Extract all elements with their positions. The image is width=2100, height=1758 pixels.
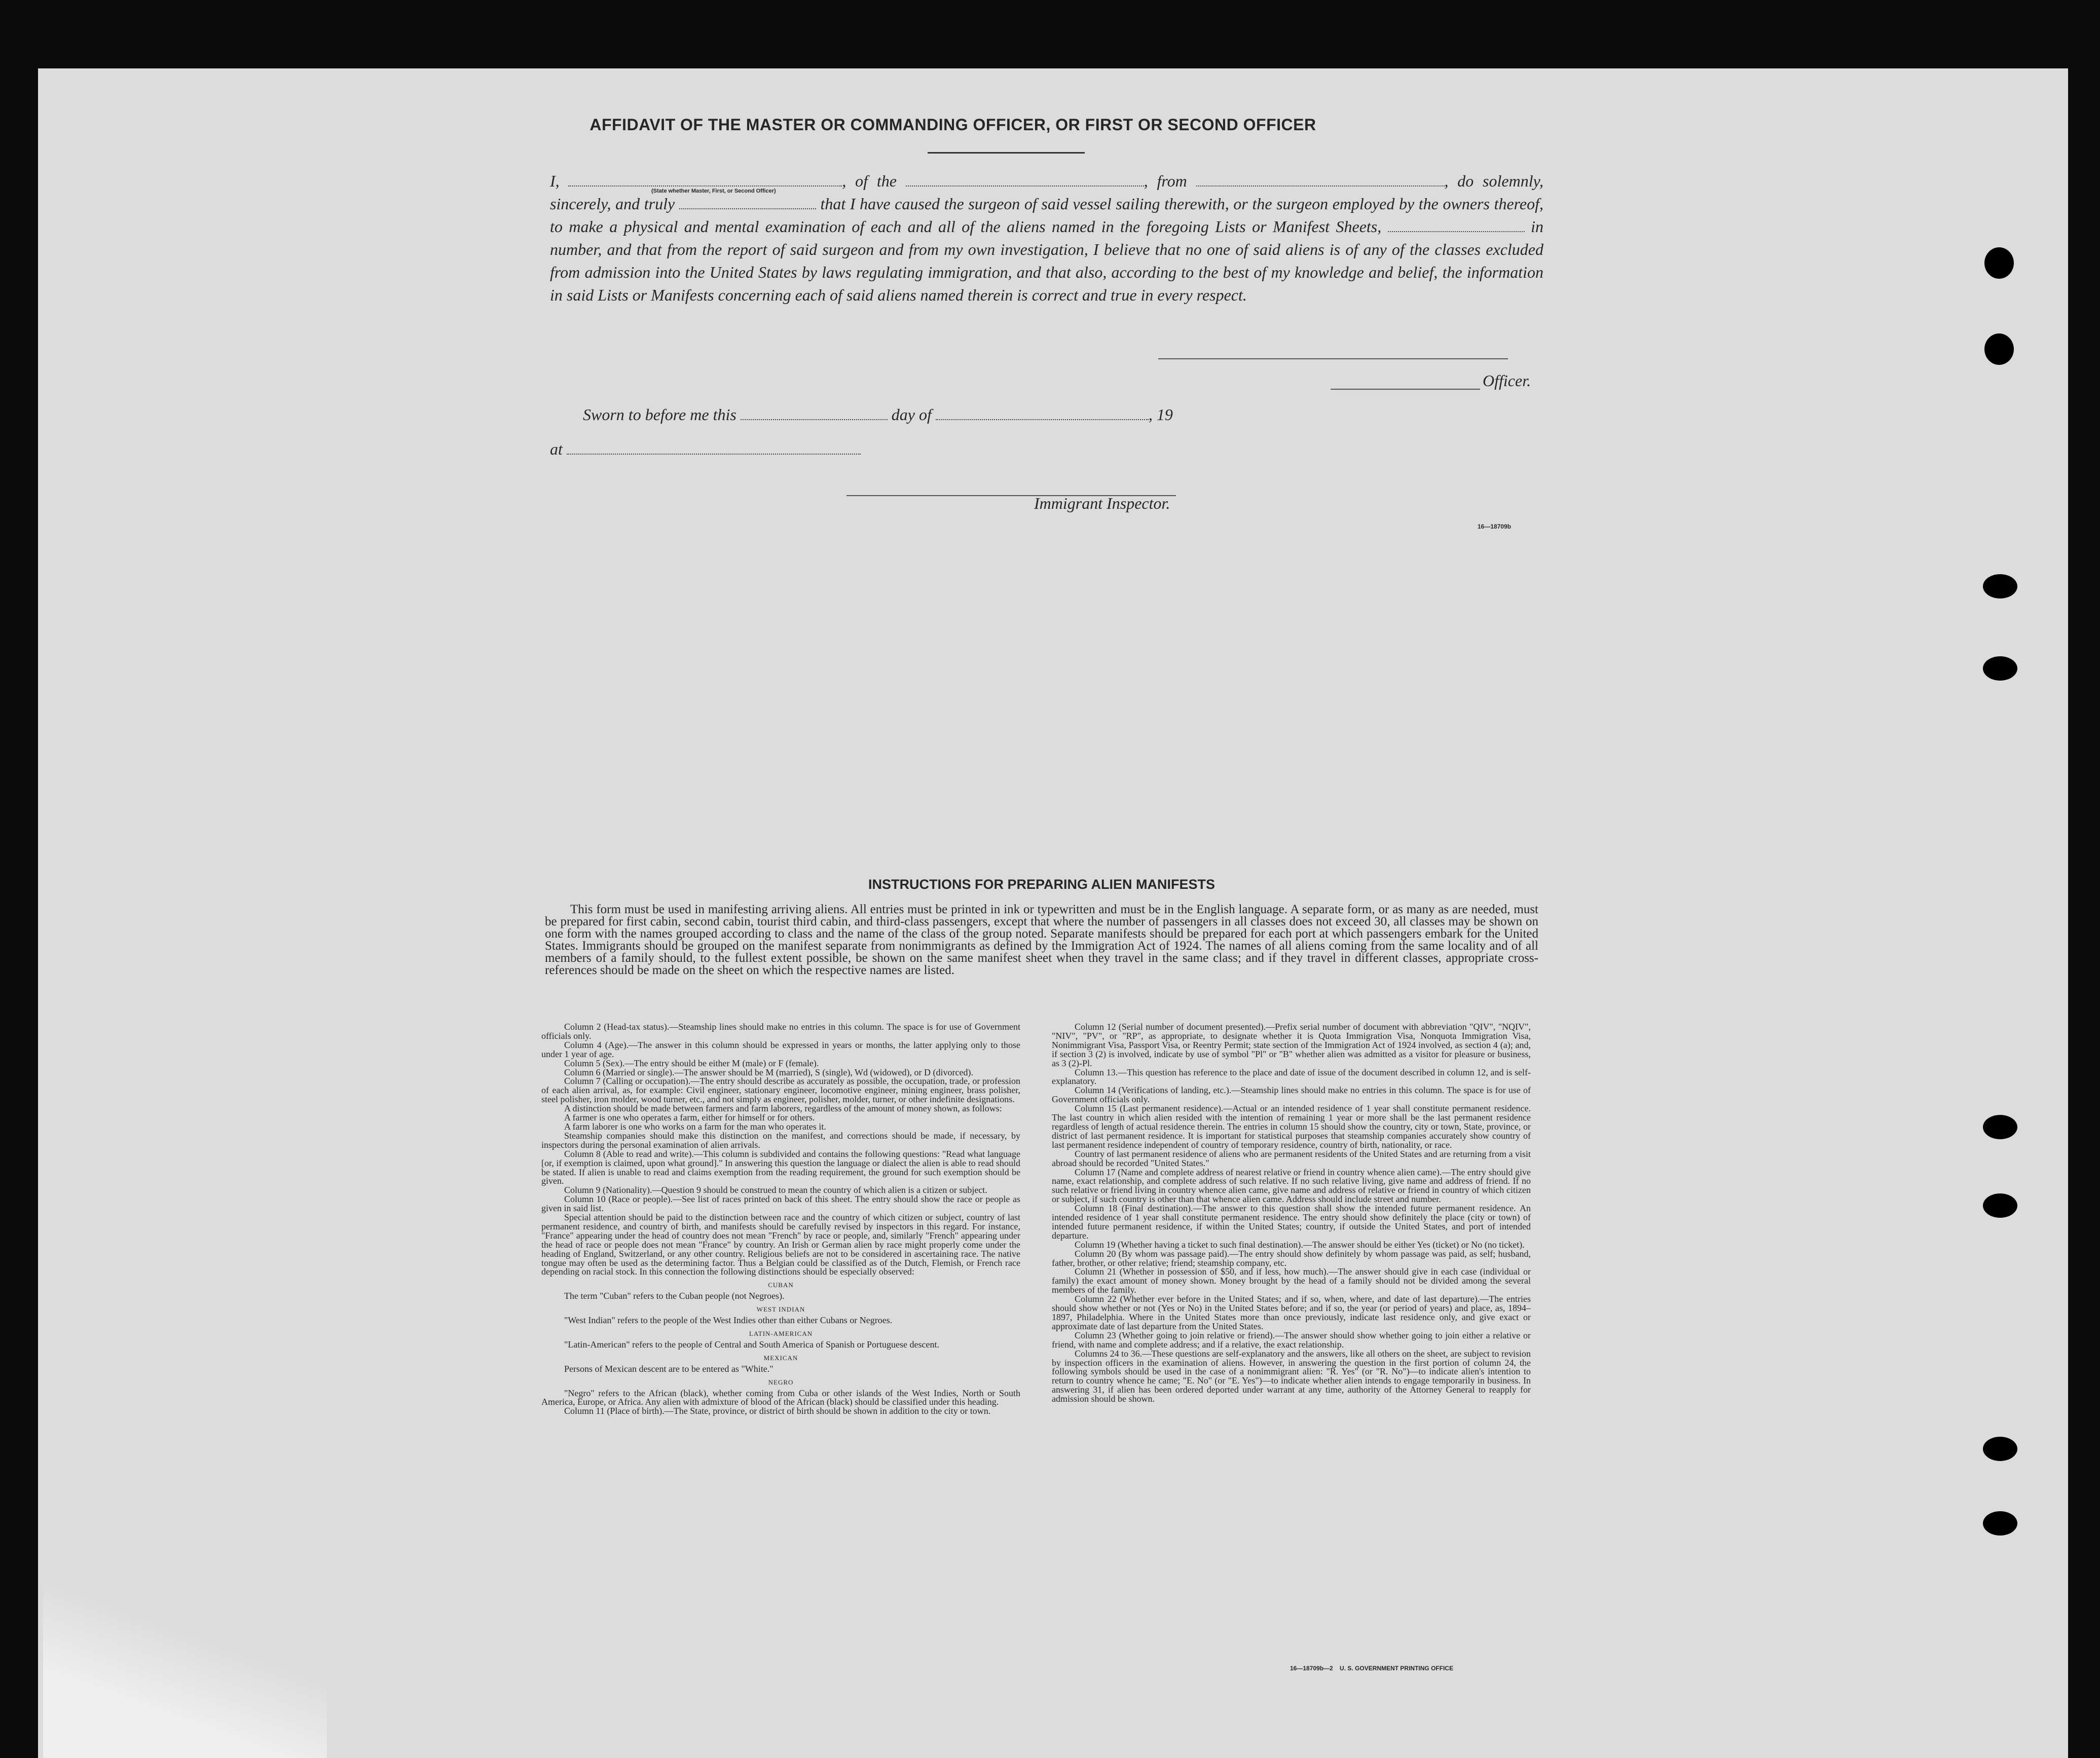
instruction-paragraph: Column 12 (Serial number of document presented).—Prefix serial number of document with abbreviation "QIV", "NQIV", "NIV", "PV", or "RP", as appropriate, to designate whether it is Quota Immigration Visa, Nonquota Immigration Visa, Nonimmigrant Visa, Passport Visa, or Reentry Permit; state section of the Immigration Act of 1924 involved, as section 4 (a); and, if section 3 (2) is involved, indicate by use of symbol "Pl" or "B" whether alien was admitted as a visitor for pleasure or business, as 3 (2)-Pl.	[1052, 1022, 1531, 1068]
binder-hole	[1983, 574, 2017, 599]
affidavit-title: AFFIDAVIT OF THE MASTER OR COMMANDING OFFICER, OR FIRST OR SECOND OFFICER	[590, 116, 1316, 134]
negro-heading: NEGRO	[768, 1378, 794, 1386]
affidavit-text-1: I,	[550, 172, 560, 190]
instructions-intro: This form must be used in manifesting arriving aliens. All entries must be printed in ink or typewritten and must be in the English language. A separate form, or as many as are needed, must be prepared for first cabin, second cabin, tourist third cabin, and third-class passengers, except that where the number of passengers in all classes does not exceed 30, all classes may be shown on one form with the names grouped according to class and the name of the class of the group noted. Separate manifests should be prepared for each port at which passengers embark for the United States. Immigrants should be grouped on the manifest separate from nonimmigrants as defined by the Immigration Act of 1924. The names of all aliens coming from the same locality and of all members of a family should, to the fullest extent possible, be shown on the same manifest sheet when they travel in the same class; and if they travel in different classes, appropriate cross-references should be made on the sheet on which the respective names are listed.	[545, 903, 1538, 977]
officer-label: Officer.	[1483, 371, 1531, 390]
cuban-definition: The term "Cuban" refers to the Cuban people (not Negroes).	[564, 1291, 785, 1301]
sworn-text-1: Sworn to before me this	[583, 405, 736, 424]
place-field[interactable]	[567, 440, 861, 455]
alien-count-field[interactable]	[1388, 218, 1525, 232]
instruction-paragraph: Column 13.—This question has reference to the place and date of issue of the document described in column 12, and is self-explanatory.	[1052, 1067, 1531, 1087]
instruction-paragraph: A farm laborer is one who works on a farm for the man who operates it.	[564, 1121, 826, 1132]
instructions-right-column	[1052, 1023, 1531, 1404]
at-label: at	[550, 440, 563, 458]
instruction-paragraph: Column 8 (Able to read and write).—This column is subdivided and contains the following questions: "Read what language [or, if exemption is claimed, upon what ground]." In answering this question the language or dialect the alien is able to read should be stated. If alien is unable to read and claims exemption from the reading requirement, the ground for such exemption should be given.	[541, 1148, 1020, 1186]
cuban-heading: CUBAN	[768, 1281, 794, 1289]
affidavit-text-5: solemnly, sincerely, and truly	[550, 172, 1544, 213]
instruction-paragraph: Column 18 (Final destination).—The answer to this question shall show the intended future permanent residence. An intended residence of 1 year shall constitute permanent residence. The entry should show definitely the place (city or town) of intended future permanent residence, if within the United States; country, if outside the United States, and port of intended departure.	[1052, 1203, 1531, 1241]
binder-hole	[1983, 656, 2017, 681]
sworn-manner-field[interactable]	[679, 195, 816, 209]
affidavit-text-6: that I have caused the surgeon of said vessel sailing therewith, or the surgeon employed by the owners thereof, to make a physical and mental examination of each and all of the aliens named in the foregoing Lists or Manifest Sheets,	[550, 195, 1544, 236]
instruction-paragraph: Steamship companies should make this distinction on the manifest, and corrections should be made, if necessary, by inspectors during the personal examination of alien arrivals.	[541, 1130, 1020, 1150]
signature-line[interactable]	[1158, 358, 1508, 359]
instruction-paragraph: Column 23 (Whether going to join relative or friend).—The answer should show whether going to join either a relative or friend, with name and complete address; and if a relative, the exact relationship.	[1052, 1330, 1531, 1350]
instruction-paragraph: Columns 24 to 36.—These questions are self-explanatory and the answers, like all others on the sheet, are subject to revision by inspection officers in the examination of aliens. However, in answering the question in the first portion of column 24, the following symbols should be used in the case of a nonimmigrant alien: "R. Yes" (or "R. No")—to indicate alien's intention to return to country whence he came; "E. No" (or "E. Yes")—to indicate whether alien intends to engage temporarily in business. In answering 31, if alien has been ordered deported under warrant at any time, authority of the Attorney General to reapply for admission should be shown.	[1052, 1348, 1531, 1404]
west-indian-definition: "West Indian" refers to the people of the West Indies other than either Cubans or Negroes.	[564, 1315, 893, 1326]
instruction-paragraph: Column 21 (Whether in possession of $50, and if less, how much).—The answer should give in each case (individual or family) the exact amount of money shown. Money brought by the head of a family should not be divided among the several members of the family.	[1052, 1266, 1531, 1295]
sworn-month-field[interactable]	[936, 406, 1149, 420]
instruction-paragraph: Country of last permanent residence of aliens who are permanent residents of the United States and are returning from a visit abroad should be recorded "United States."	[1052, 1148, 1531, 1168]
binder-hole	[1983, 1193, 2017, 1218]
instruction-paragraph: Column 9 (Nationality).—Question 9 should be construed to mean the country of which alien is a citizen or subject.	[564, 1185, 987, 1195]
mexican-definition: Persons of Mexican descent are to be entered as "White."	[564, 1363, 773, 1374]
instructions-left-column	[541, 1023, 1020, 1416]
mexican-heading: MEXICAN	[763, 1354, 798, 1362]
binder-hole	[1984, 333, 2014, 365]
instruction-paragraph: Column 15 (Last permanent residence).—Actual or an intended residence of 1 year shall constitute permanent residence. The last country in which alien resided with the intention of remaining 1 year or more shall be the last permanent residence regardless of length of actual residence therein. The entries in column 15 should show the country, city or town, State, province, or district of last permanent residence. It is important for statistical purposes that steamship companies accurately show country of last permanent residence independent of country of temporary residence, country of birth, nationality, or race.	[1052, 1103, 1531, 1150]
instruction-paragraph: Column 17 (Name and complete address of nearest relative or friend in country whence alien came).—The entry should give name, exact relationship, and complete address of such relative. If no such relative living, give name and address of friend. If no such relative or friend living in country whence alien came, give name and address of relative or friend in country of which citizen or subject, if such country is other than that whence alien came. Address should include street and number.	[1052, 1167, 1531, 1205]
instruction-paragraph: Column 4 (Age).—The answer in this column should be expressed in years or months, the latter applying only to those under 1 year of age.	[541, 1039, 1020, 1059]
affidavit-text-3: , from	[1144, 172, 1187, 190]
west-indian-heading: WEST INDIAN	[756, 1305, 805, 1314]
binder-hole	[1983, 1437, 2017, 1461]
instruction-paragraph: Column 11 (Place of birth).—The State, province, or district of birth should be shown in addition to the city or town.	[564, 1406, 991, 1416]
instruction-paragraph: Column 10 (Race or people).—See list of races printed on back of this sheet. The entry should show the race or people as given in said list.	[541, 1194, 1020, 1214]
departure-port-field[interactable]	[1196, 172, 1445, 186]
instruction-paragraph: Column 7 (Calling or occupation).—The entry should describe as accurately as possible, the occupation, trade, or profession of each alien arrival, as, for example: Civil engineer, stationary engineer, locomotive engineer, mining engineer, brass polisher, steel polisher, iron molder, wood turner, etc., and not simply as engineer, polisher, molder, turner, or other indefinite designations.	[541, 1076, 1020, 1105]
instruction-paragraph: A farmer is one who operates a farm, either for himself or for others.	[564, 1112, 815, 1123]
title-rule	[928, 152, 1085, 154]
sworn-text-2: day of	[891, 405, 932, 424]
inspector-label: Immigrant Inspector.	[1034, 494, 1170, 512]
at-line	[550, 440, 905, 459]
rank-hint: (State whether Master, First, or Second Officer)	[651, 188, 776, 194]
officer-line[interactable]	[1331, 389, 1480, 390]
negro-definition: "Negro" refers to the African (black), whether coming from Cuba or other islands of the West Indies, North or South America, Europe, or Africa. Any alien with admixture of blood of the African (black) should be classified under this heading.	[541, 1388, 1020, 1407]
sworn-day-field[interactable]	[741, 406, 888, 420]
instruction-paragraph: Column 2 (Head-tax status).—Steamship lines should make no entries in this column. The space is for use of Government officials only.	[541, 1022, 1020, 1041]
vessel-name-field[interactable]	[906, 172, 1144, 186]
instruction-paragraph: Column 14 (Verifications of landing, etc.).—Steamship lines should make no entries in this column. The space is for use of Government officials only.	[1052, 1085, 1531, 1105]
instruction-paragraph: Column 19 (Whether having a ticket to such final destination).—The answer should be either Yes (ticket) or No (no ticket).	[1075, 1239, 1525, 1250]
instruction-paragraph: Special attention should be paid to the distinction between race and the country of which citizen or subject, country of last permanent residence, and country of birth, and manifests should be carefully revised by inspectors in this regard. For instance, "France" appearing under the head of country does not mean "French" by race or people, and, similarly "French" appearing under the head of race or people does not mean "France" by country. An Irish or German alien by race might properly come under the heading of England, Switzerland, or any other country. Religious beliefs are not to be considered in ascertaining race. The native tongue may often be used as the determining factor. Thus a Belgian could be classified as of the Dutch, Flemish, or French race depending on racial stock. In this connection the following distinctions should be especially observed:	[541, 1212, 1020, 1277]
affidavit-text-7: in number, and that from the report of said surgeon and from my own investigation, I believe that no one of said aliens is of any of the classes excluded from admission into the United States by laws regulating immigration, and that also, according to the best of my knowledge and belief, the information in said Lists or Manifests concerning each of said aliens named therein is correct and true in every respect.	[550, 217, 1543, 304]
paper-wear	[43, 1581, 327, 1758]
latin-american-definition: "Latin-American" refers to the people of Central and South America of Spanish or Portuguese descent.	[564, 1339, 939, 1350]
binder-hole	[1983, 1115, 2017, 1139]
instructions-title: INSTRUCTIONS FOR PREPARING ALIEN MANIFESTS	[868, 877, 1215, 892]
printing-office-footer: 16—18709b—2 U. S. GOVERNMENT PRINTING OFFICE	[1290, 1665, 1454, 1672]
binder-hole	[1983, 1511, 2017, 1536]
form-number: 16—18709b	[1478, 523, 1512, 530]
instruction-paragraph: Column 22 (Whether ever before in the United States; and if so, when, where, and date of last departure).—The entries should show whether or not (Yes or No) in the United States before; and if so, the year (or period of years) and place, as, 1894–1897, Philadelphia. Where in the United States more than once previously, indicate last residence only, and give exact or approximate date of last departure from the United States.	[1052, 1294, 1531, 1331]
sworn-line	[583, 405, 1293, 424]
instruction-paragraph: Column 6 (Married or single).—The answer should be M (married), S (single), Wd (widowed), or D (divorced).	[564, 1067, 973, 1077]
instruction-paragraph: Column 5 (Sex).—The entry should be either M (male) or F (female).	[564, 1058, 819, 1068]
instruction-paragraph: A distinction should be made between farmers and farm laborers, regardless of the amount of money shown, as follows:	[564, 1103, 1002, 1114]
officer-rank-field[interactable]	[568, 172, 842, 186]
affidavit-text-2: , of the	[842, 172, 897, 190]
instruction-paragraph: Column 20 (By whom was passage paid).—The entry should show definitely by whom passage was paid, as self; husband, father, brother, or other relative; friend; steamship company, etc.	[1052, 1248, 1531, 1268]
latin-american-heading: LATIN-AMERICAN	[749, 1330, 813, 1337]
affidavit-text-4: , do	[1444, 172, 1474, 190]
sworn-text-3: , 19	[1148, 405, 1173, 424]
binder-hole	[1984, 247, 2014, 279]
